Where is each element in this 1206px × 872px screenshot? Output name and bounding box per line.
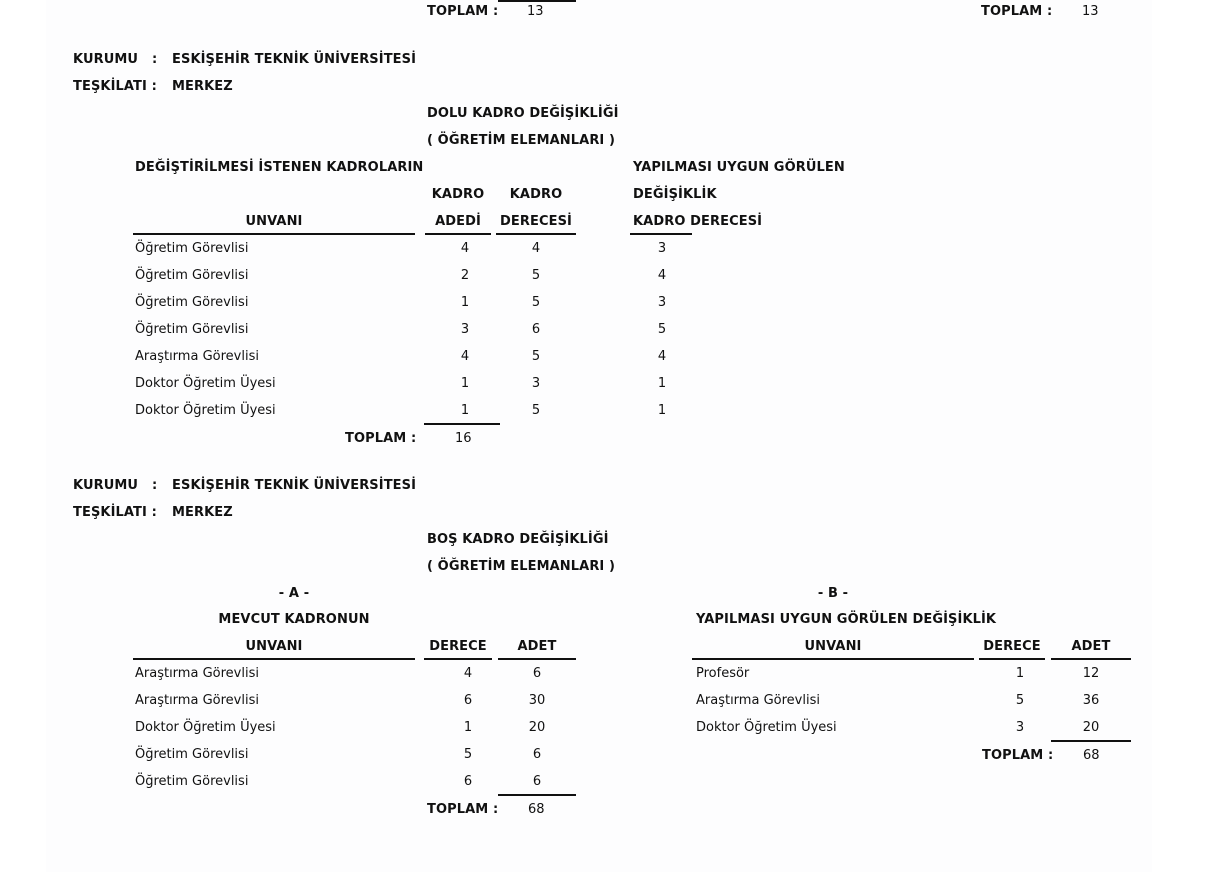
top-right-total-value: 13 xyxy=(1082,4,1099,19)
s2-a-row-3-derece: 1 xyxy=(463,720,473,735)
s2-a-row-5-derece: 6 xyxy=(463,774,473,789)
s1-col-derece-2: DERECESİ xyxy=(500,214,572,229)
s2-b-total-value: 68 xyxy=(1083,748,1100,763)
s1-right-heading-1: YAPILMASI UYGUN GÖRÜLEN xyxy=(633,160,845,175)
s2-b-header-rule-adet xyxy=(1051,658,1131,660)
s2-b-row-3-adet: 20 xyxy=(1082,720,1100,735)
s1-row-5-derece: 5 xyxy=(531,349,541,364)
s1-header-rule-yeni xyxy=(630,233,692,235)
s2-b-row-1-derece: 1 xyxy=(1015,666,1025,681)
s2-a-row-2-unvani: Araştırma Görevlisi xyxy=(135,693,259,708)
s1-row-3-derece: 5 xyxy=(531,295,541,310)
s2-a-row-1-unvani: Araştırma Görevlisi xyxy=(135,666,259,681)
s2-a-header-rule-adet xyxy=(498,658,576,660)
s2-a-row-4-adet: 6 xyxy=(532,747,542,762)
s2-a-row-4-derece: 5 xyxy=(463,747,473,762)
s1-title: DOLU KADRO DEĞİŞİKLİĞİ xyxy=(427,106,619,121)
s2-a-header-rule-unvani xyxy=(133,658,415,660)
s2-b-row-2-adet: 36 xyxy=(1082,693,1100,708)
s1-row-2-unvani: Öğretim Görevlisi xyxy=(135,268,249,283)
s2-a-row-2-adet: 30 xyxy=(528,693,546,708)
s2-b-header-rule-unvani xyxy=(692,658,974,660)
s1-col-adet-1: KADRO xyxy=(431,187,485,202)
s1-kurum-label: KURUMU xyxy=(73,52,139,67)
s1-row-5-unvani: Araştırma Görevlisi xyxy=(135,349,259,364)
s2-a-row-2-derece: 6 xyxy=(463,693,473,708)
s1-header-rule-derece xyxy=(496,233,576,235)
s2-b-row-2-derece: 5 xyxy=(1015,693,1025,708)
s2-title: BOŞ KADRO DEĞİŞİKLİĞİ xyxy=(427,532,609,547)
s2-a-marker: - A - xyxy=(278,586,310,601)
s1-row-5-adet: 4 xyxy=(460,349,470,364)
s2-b-row-3-unvani: Doktor Öğretim Üyesi xyxy=(696,720,837,735)
s1-row-6-adet: 1 xyxy=(460,376,470,391)
s1-row-6-derece: 3 xyxy=(531,376,541,391)
s1-row-4-derece: 6 xyxy=(531,322,541,337)
s2-b-col-unvani: UNVANI xyxy=(804,639,862,654)
s1-row-3-adet: 1 xyxy=(460,295,470,310)
s2-a-col-adet: ADET xyxy=(517,639,557,654)
s2-a-row-1-derece: 4 xyxy=(463,666,473,681)
s1-row-3-yeni: 3 xyxy=(657,295,667,310)
s1-kurum-sep: : xyxy=(152,52,158,67)
s2-b-col-adet: ADET xyxy=(1071,639,1111,654)
s2-kurum-sep: : xyxy=(152,478,158,493)
document-sheet xyxy=(46,0,1152,872)
s1-row-5-yeni: 4 xyxy=(657,349,667,364)
s1-right-heading-2: DEĞİŞİKLİK xyxy=(633,187,717,202)
s1-row-6-yeni: 1 xyxy=(657,376,667,391)
s2-b-heading: YAPILMASI UYGUN GÖRÜLEN DEĞİŞİKLİK xyxy=(696,612,997,627)
s1-row-4-yeni: 5 xyxy=(657,322,667,337)
s1-total-rule xyxy=(424,423,500,425)
s2-b-header-rule-derece xyxy=(979,658,1045,660)
s1-row-1-unvani: Öğretim Görevlisi xyxy=(135,241,249,256)
s2-teskilat-label: TEŞKİLATI : xyxy=(73,505,157,520)
s2-a-row-4-unvani: Öğretim Görevlisi xyxy=(135,747,249,762)
s2-a-col-unvani: UNVANI xyxy=(245,639,303,654)
top-right-total-label: TOPLAM : xyxy=(981,4,1053,19)
s2-kurum-value: ESKİŞEHİR TEKNİK ÜNİVERSİTESİ xyxy=(172,478,417,493)
top-left-total-value: 13 xyxy=(527,4,544,19)
s1-row-7-adet: 1 xyxy=(460,403,470,418)
s1-header-rule-adet xyxy=(425,233,491,235)
s1-row-1-adet: 4 xyxy=(460,241,470,256)
s1-total-label: TOPLAM : xyxy=(345,431,417,446)
s1-col-adet-2: ADEDİ xyxy=(435,214,481,229)
s1-left-heading: DEĞİŞTİRİLMESİ İSTENEN KADROLARIN xyxy=(135,160,424,175)
s2-b-row-3-derece: 3 xyxy=(1015,720,1025,735)
s2-b-col-derece: DERECE xyxy=(983,639,1041,654)
s1-total-value: 16 xyxy=(455,431,472,446)
s1-row-2-adet: 2 xyxy=(460,268,470,283)
s1-row-3-unvani: Öğretim Görevlisi xyxy=(135,295,249,310)
s2-b-total-label: TOPLAM : xyxy=(982,748,1054,763)
s2-a-row-5-adet: 6 xyxy=(532,774,542,789)
s2-a-row-5-unvani: Öğretim Görevlisi xyxy=(135,774,249,789)
s2-b-row-1-unvani: Profesör xyxy=(696,666,750,681)
s2-a-total-label: TOPLAM : xyxy=(427,802,499,817)
s1-row-2-yeni: 4 xyxy=(657,268,667,283)
s2-a-heading: MEVCUT KADRONUN xyxy=(218,612,370,627)
s2-a-row-3-unvani: Doktor Öğretim Üyesi xyxy=(135,720,276,735)
s1-row-7-derece: 5 xyxy=(531,403,541,418)
s2-a-row-1-adet: 6 xyxy=(532,666,542,681)
s1-col-unvani: UNVANI xyxy=(245,214,303,229)
s1-row-7-yeni: 1 xyxy=(657,403,667,418)
s2-a-total-value: 68 xyxy=(528,802,545,817)
s2-b-marker: - B - xyxy=(817,586,849,601)
s2-b-total-rule xyxy=(1051,740,1131,742)
s1-row-4-unvani: Öğretim Görevlisi xyxy=(135,322,249,337)
s2-a-col-derece: DERECE xyxy=(429,639,487,654)
s2-teskilat-value: MERKEZ xyxy=(172,505,233,520)
s1-header-rule-unvani xyxy=(133,233,415,235)
s1-right-heading-3: KADRO DERECESİ xyxy=(633,214,763,229)
s1-row-2-derece: 5 xyxy=(531,268,541,283)
s2-b-row-1-adet: 12 xyxy=(1082,666,1100,681)
s1-row-7-unvani: Doktor Öğretim Üyesi xyxy=(135,403,276,418)
s1-row-6-unvani: Doktor Öğretim Üyesi xyxy=(135,376,276,391)
s1-subtitle: ( ÖĞRETİM ELEMANLARI ) xyxy=(427,133,616,148)
top-left-total-label: TOPLAM : xyxy=(427,4,499,19)
s1-kurum-value: ESKİŞEHİR TEKNİK ÜNİVERSİTESİ xyxy=(172,52,417,67)
s2-b-row-2-unvani: Araştırma Görevlisi xyxy=(696,693,820,708)
s2-a-row-3-adet: 20 xyxy=(528,720,546,735)
s2-subtitle: ( ÖĞRETİM ELEMANLARI ) xyxy=(427,559,616,574)
s2-a-header-rule-derece xyxy=(424,658,492,660)
s1-teskilat-value: MERKEZ xyxy=(172,79,233,94)
top-left-rule xyxy=(498,0,576,2)
s1-row-1-yeni: 3 xyxy=(657,241,667,256)
s2-a-total-rule xyxy=(498,794,576,796)
s1-row-4-adet: 3 xyxy=(460,322,470,337)
s2-kurum-label: KURUMU xyxy=(73,478,139,493)
s1-col-derece-1: KADRO xyxy=(509,187,563,202)
s1-teskilat-label: TEŞKİLATI : xyxy=(73,79,157,94)
s1-row-1-derece: 4 xyxy=(531,241,541,256)
